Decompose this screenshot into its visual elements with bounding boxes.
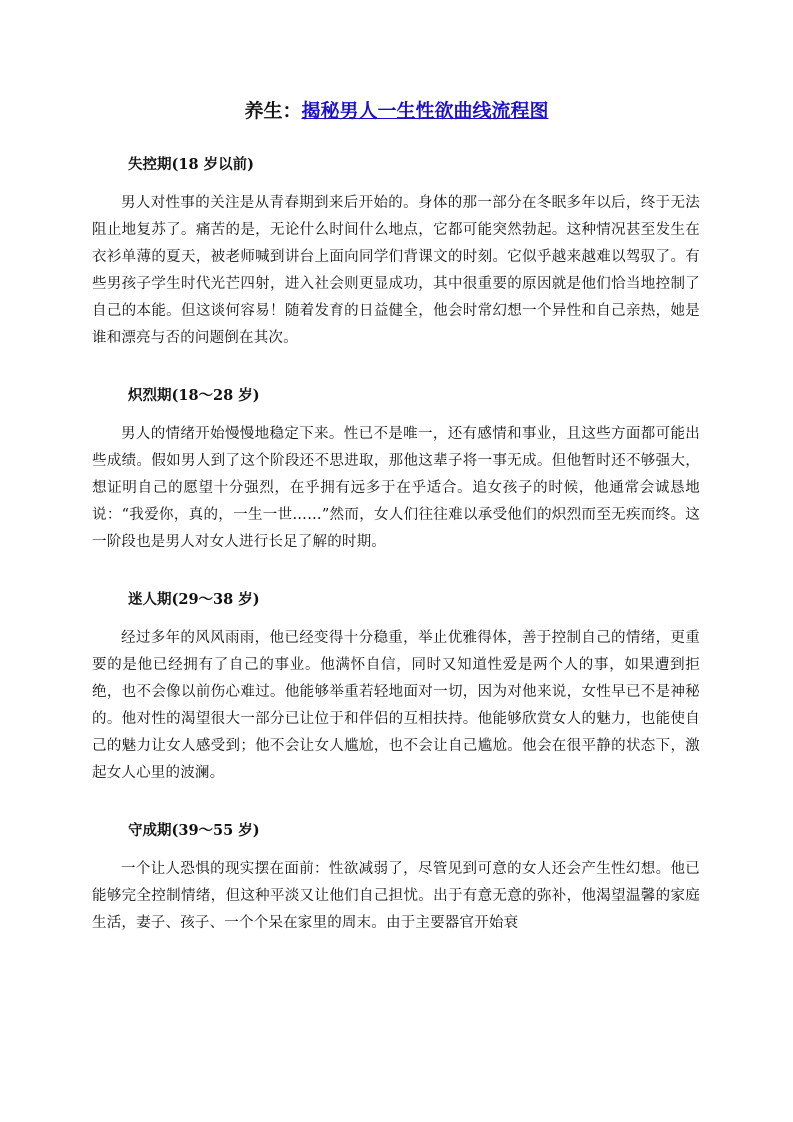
section-heading-3: 迷人期(29～38 岁) — [128, 591, 260, 608]
section-paragraph-2: 男人的情绪开始慢慢地稳定下来。性已不是唯一，还有感情和事业，且这些方面都可能出些成绩。假如男人到了这个阶段还不思进取，那他这辈子将一事无成。但他暂时还不够强大，想证明自己的愿望十分强烈，在乎拥有远多于在乎适合。追女孩子的时候，他通常会诚恳地说：“我爱你，真的，一生一世……”然而，女人们往往难以承受他们的炽烈而至无疾而终。这一阶段也是男人对女人进行长足了解的时期。 — [92, 426, 700, 550]
title-prefix: 养生： — [244, 100, 302, 122]
section-heading-4: 守成期(39～55 岁) — [128, 822, 260, 839]
section-heading-1: 失控期(18 岁以前) — [128, 156, 254, 173]
section-heading-2: 炽烈期(18～28 岁) — [128, 387, 260, 404]
section-paragraph-1: 男人对性事的关注是从青春期到来后开始的。身体的那一部分在冬眠多年以后，终于无法阻止地复苏了。痛苦的是，无论什么时间什么地点，它都可能突然勃起。这种情况甚至发生在衣衫单薄的夏天，被老师喊到讲台上面向同学们背课文的时刻。它似乎越来越难以驾驭了。有些男孩子学生时代光芒四射，进入社会则更显成功，其中很重要的原因就是他们恰当地控制了自己的本能。但这谈何容易！随着发育的日益健全，他会时常幻想一个异性和自己亲热，她是谁和漂亮与否的问题倒在其次。 — [92, 195, 700, 346]
page-title — [0, 97, 793, 125]
section-paragraph-3: 经过多年的风风雨雨，他已经变得十分稳重，举止优雅得体，善于控制自己的情绪，更重要的是他已经拥有了自己的事业。他满怀自信，同时又知道性爱是两个人的事，如果遭到拒绝，也不会像以前伤心难过。他能够举重若轻地面对一切，因为对他来说，女性早已不是神秘的。他对性的渴望很大一部分已让位于和伴侣的互相扶持。他能够欣赏女人的魅力，也能使自己的魅力让女人感受到；他不会让女人尴尬，也不会让自己尴尬。他会在很平静的状态下，激起女人心里的波澜。 — [92, 630, 700, 781]
title-link[interactable]: 揭秘男人一生性欲曲线流程图 — [301, 100, 549, 122]
article-body — [92, 155, 700, 953]
section-paragraph-4: 一个让人恐惧的现实摆在面前：性欲减弱了，尽管见到可意的女人还会产生性幻想。他已能够完全控制情绪，但这种平淡又让他们自己担忧。出于有意无意的弥补，他渴望温馨的家庭生活，妻子、孩子、一个个呆在家里的周末。由于主要器官开始衰 — [92, 861, 700, 931]
